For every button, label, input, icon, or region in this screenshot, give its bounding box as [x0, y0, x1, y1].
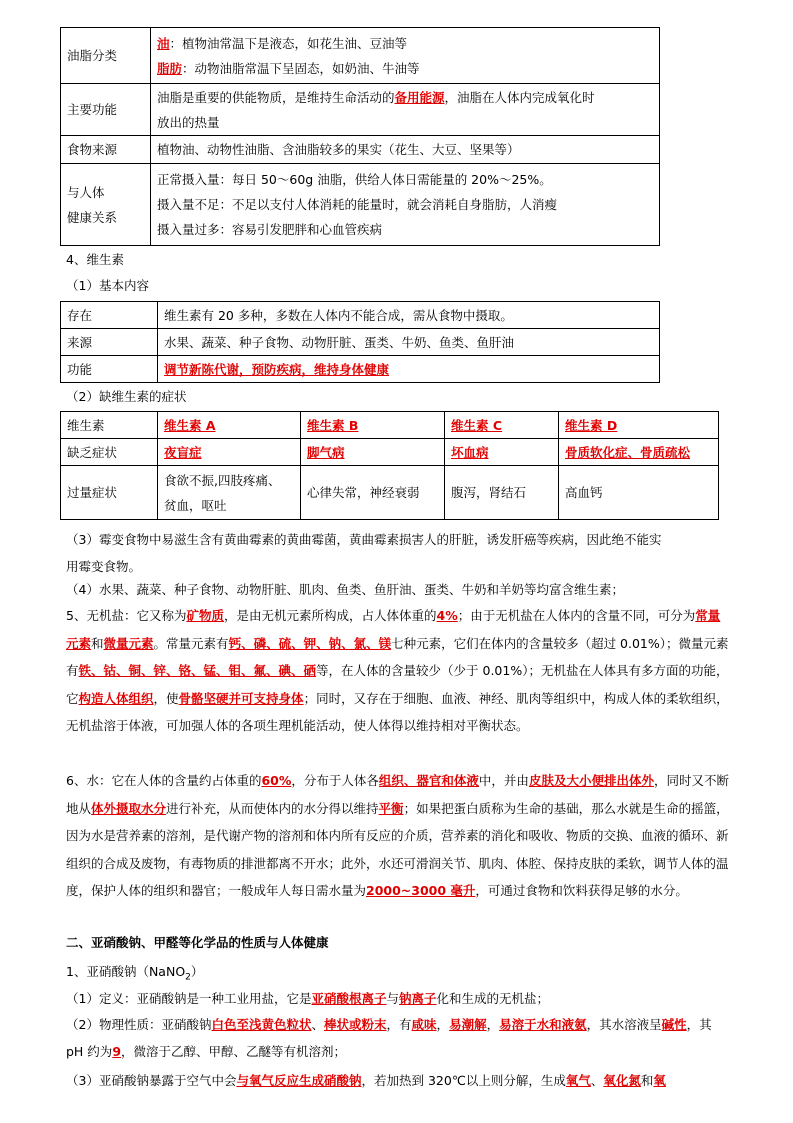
definition-line	[66, 989, 549, 1009]
text: ，若加热到 320℃以上则分解，生成	[361, 1073, 566, 1088]
text: 和	[640, 1073, 654, 1088]
text: ，	[436, 1017, 450, 1032]
text: 中，并由	[478, 773, 529, 788]
health-label	[61, 164, 151, 246]
keyword: 钙、磷、硫、钾、钠、氯、镁	[228, 635, 392, 651]
vitamin-para-3	[66, 526, 736, 580]
keyword: 铁、钴、铜、锌、铬、锰、钼、氟、碘、硒	[78, 663, 317, 678]
classify-cell	[151, 28, 660, 84]
keyword: 60%	[261, 773, 292, 788]
table-row	[61, 329, 660, 356]
vitamin-name: 维生素 A	[158, 412, 301, 439]
source-label: 来源	[61, 329, 158, 356]
fat-table	[60, 27, 660, 246]
oil-text: ：植物油常温下是液态，如花生油、豆油等	[169, 35, 408, 51]
fat-text: ：动物油脂常温下呈固态，如奶油、牛油等	[182, 60, 420, 76]
keyword: 微量元素	[103, 635, 154, 651]
text: ，微溶于乙醇、甲醇、乙醚等有机溶剂；	[121, 1044, 347, 1059]
keyword: 钠离子	[399, 991, 437, 1006]
keyword: 4%	[436, 608, 458, 623]
text: 等，在人体的含量较少（少于 0.01%）；无机盐在人体具有多方面的功能，它	[66, 663, 729, 706]
function-text: 调节新陈代谢，预防疾病，维持身体健康	[158, 356, 660, 383]
text: 与	[386, 991, 399, 1006]
nano2-heading	[66, 962, 203, 988]
keyword: 组织、器官和体液	[378, 773, 479, 788]
table-row	[61, 412, 719, 439]
text: 化和生成的无机盐；	[436, 991, 550, 1006]
vitamin-name: 维生素 C	[445, 412, 559, 439]
fat-term: 脂肪	[157, 60, 183, 76]
lack-symptom: 坏血病	[445, 439, 559, 466]
text: ）	[190, 964, 204, 979]
function-text: 油脂是重要的供能物质，是维持生命活动的	[157, 89, 395, 105]
section-heading: 二、亚硝酸钠、甲醛等化学品的性质与人体健康	[66, 935, 329, 950]
text: （3）亚硝酸钠暴露于空气中会	[66, 1073, 237, 1088]
source-label: 食物来源	[61, 136, 151, 164]
excess-symptom: 腹泻，肾结石	[445, 466, 559, 520]
excess-symptom: 高血钙	[559, 466, 719, 520]
text: ，是由无机元素所构成，占人体体重的	[223, 608, 437, 623]
classify-label: 油脂分类	[61, 28, 151, 84]
text: ，其水溶液呈	[586, 1017, 662, 1032]
text: （2）物理性质：亚硝酸钠	[66, 1017, 212, 1032]
water-paragraph	[66, 767, 732, 905]
keyword: 矿物质	[186, 608, 224, 623]
text: ；如果把蛋白质称为生命的基础，那么水就是生命的摇篮，因为水是营养素的溶剂，是代谢产物的溶剂和体内所有反应的介质，营养素的消化和吸收、物质的交换、血液的循环、新组织的合成及废物，有毒物质的排泄都离不开水；此外，水还可滑润关节、肌肉、体腔、保持皮肤的柔软，调节人体的温度，保护人体的组织和器官；一般成年人每日需水量为	[66, 800, 729, 898]
excess-symptom	[158, 466, 301, 520]
keyword: 常量元素	[66, 608, 721, 651]
text: ，其 pH 约为	[66, 1017, 712, 1059]
keyword: 棒状或粉末	[324, 1017, 387, 1032]
lack-label: 缺乏症状	[61, 439, 158, 466]
vitamin-name: 维生素 D	[559, 412, 719, 439]
lack-symptom: 脚气病	[301, 439, 445, 466]
function-text: ，油脂在人体内完成氧化时	[444, 89, 595, 105]
keyword: 9	[112, 1044, 122, 1059]
text: 七种元素，它们在体内的含量较多（超过 0.01%）；微量元素有	[66, 635, 729, 678]
table-row	[61, 136, 660, 164]
keyword: 骨骼坚硬并可支持身体	[178, 690, 304, 706]
para-line: 用霉变食物。	[66, 559, 142, 574]
excess-symptom: 心律失常，神经衰弱	[301, 466, 445, 520]
para-line: （3）霉变食物中易滋生含有黄曲霉素的黄曲霉菌，黄曲霉素损害人的肝脏，诱发肝癌等疾病，因此绝不能实	[66, 532, 662, 547]
keyword: 易潮解	[449, 1017, 487, 1032]
function-cell	[151, 84, 660, 136]
keyword: 白色至浅黄色粒状	[211, 1017, 312, 1032]
text: ，同时又不断地从	[66, 773, 729, 816]
source-text: 水果、蔬菜、种子食物、动物肝脏、蛋类、牛奶、鱼类、鱼肝油	[158, 329, 660, 356]
text: 、	[311, 1017, 324, 1032]
keyword: 易溶于水和液氨	[499, 1017, 587, 1032]
vitamin-para-4: （4）水果、蔬菜、种子食物、动物肝脏、肌肉、鱼类、鱼肝油、蛋类、牛奶和羊奶等均富含维生素；	[66, 582, 624, 597]
vitamin-basic-table	[60, 301, 660, 383]
keyword: 亚硝酸根离子	[311, 991, 387, 1006]
function-label: 主要功能	[61, 84, 151, 136]
excess-line: 食欲不振,四肢疼痛、	[164, 472, 281, 488]
keyword: 皮肤及大小便排出体外	[528, 773, 654, 788]
keyword: 构造人体组织	[78, 690, 154, 706]
excess-label: 过量症状	[61, 466, 158, 520]
source-text: 植物油、动物性油脂、含油脂较多的果实（花生、大豆、坚果等）	[151, 136, 660, 164]
air-exposure-line	[66, 1071, 666, 1091]
text: 、	[590, 1073, 604, 1088]
physical-property-paragraph	[66, 1011, 732, 1065]
health-line: 摄入量过多：容易引发肥胖和心血管疾病	[157, 222, 383, 237]
lack-symptom: 骨质软化症、骨质疏松	[559, 439, 719, 466]
table-row	[61, 28, 660, 84]
mineral-paragraph	[66, 602, 732, 740]
function-label: 功能	[61, 356, 158, 383]
oil-term: 油	[157, 35, 170, 51]
subscript: 2	[185, 972, 191, 983]
text: 进行补充，从而使体内的水分得以维持	[166, 800, 379, 816]
text: 和	[91, 635, 104, 651]
table-row	[61, 84, 660, 136]
text: ，	[486, 1017, 500, 1032]
excess-line: 贫血，呕吐	[164, 497, 227, 513]
health-line: 正常摄入量：每日 50～60g 油脂，供给人体日需能量的 20%～25%。	[157, 172, 552, 187]
function-key: 备用能源	[394, 89, 445, 105]
exist-label: 存在	[61, 302, 158, 329]
table-row	[61, 439, 719, 466]
keyword: 氧气	[565, 1073, 591, 1088]
function-text: 放出的热量	[157, 114, 220, 130]
vitamin-symptom-table	[60, 411, 719, 520]
text: ，分布于人体各	[291, 773, 379, 788]
text: ；由于无机盐在人体内的含量不同，可分为	[457, 608, 696, 623]
text: ，使	[153, 690, 179, 706]
health-label-line: 健康关系	[67, 209, 118, 225]
text: ，有	[386, 1017, 412, 1032]
keyword: 与氧气反应生成硝酸钠	[236, 1073, 362, 1088]
table-row	[61, 302, 660, 329]
text: ，可通过食物和饮料获得足够的水分。	[475, 883, 688, 898]
text: 5、无机盐：它又称为	[66, 608, 187, 623]
text: 6、水：它在人体的含量约占体重的	[66, 773, 262, 788]
keyword: 平衡	[378, 800, 404, 816]
text: 1、亚硝酸钠（NaNO	[66, 964, 186, 979]
keyword: 氧	[653, 1073, 666, 1088]
vitamin-sub2: （2）缺维生素的症状	[66, 389, 187, 404]
vitamin-heading: 4、维生素	[66, 252, 124, 267]
keyword: 氧化氮	[603, 1073, 641, 1088]
text: 。常量元素有	[153, 635, 229, 651]
health-line: 摄入量不足：不足以支付人体消耗的能量时，就会消耗自身脂肪，人消瘦	[157, 197, 558, 212]
keyword: 2000~3000 毫升	[366, 883, 476, 898]
text: （1）定义：亚硝酸钠是一种工业用盐，它是	[66, 991, 312, 1006]
vitamin-sub1: （1）基本内容	[66, 278, 149, 293]
table-row	[61, 466, 719, 520]
keyword: 咸味	[411, 1017, 437, 1032]
vitamin-name: 维生素 B	[301, 412, 445, 439]
text: ；同时，又存在于细胞、血液、神经、肌肉等组织中，构成人体的柔软组织，无机盐溶于体液，可加强人体的各项生理机能活动，使人体得以维持相对平衡状态。	[66, 690, 729, 733]
table-row	[61, 164, 660, 246]
table-row	[61, 356, 660, 383]
keyword: 碱性	[661, 1017, 687, 1032]
exist-text: 维生素有 20 多种，多数在人体内不能合成，需从食物中摄取。	[158, 302, 660, 329]
health-cell	[151, 164, 660, 246]
keyword: 体外摄取水分	[91, 800, 167, 816]
col-label: 维生素	[61, 412, 158, 439]
lack-symptom: 夜盲症	[158, 439, 301, 466]
health-label-line: 与人体	[67, 184, 105, 200]
